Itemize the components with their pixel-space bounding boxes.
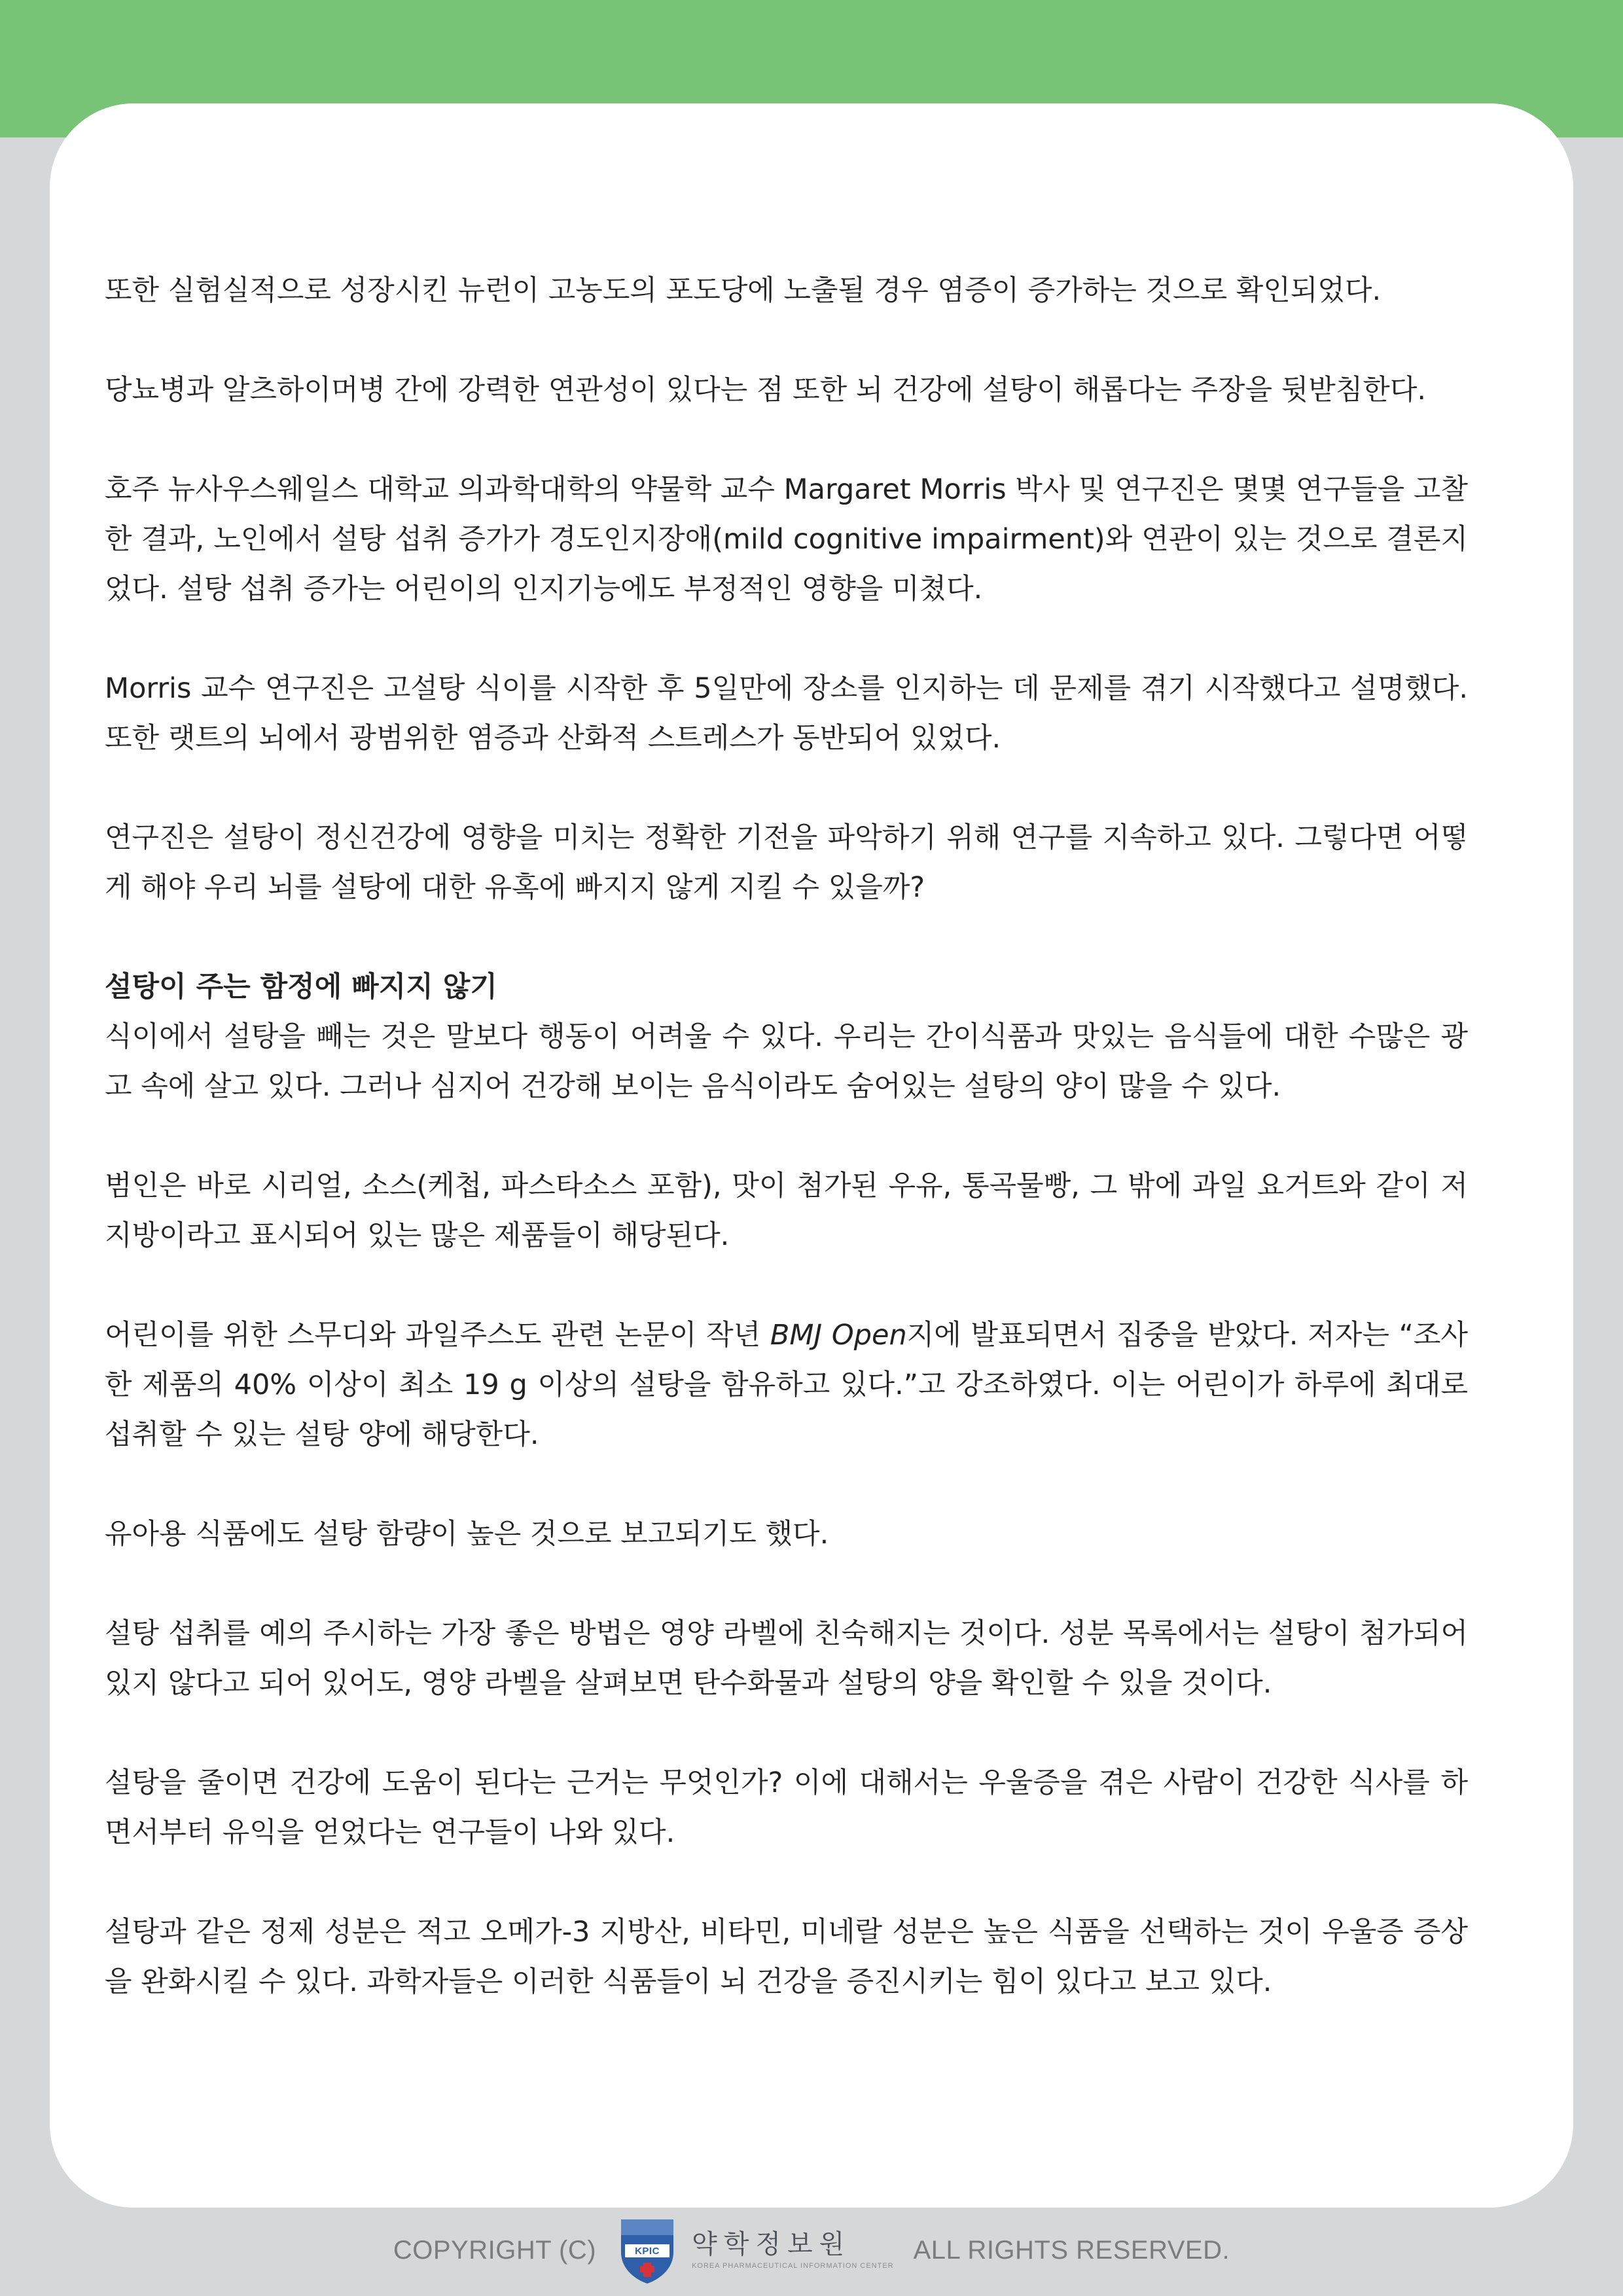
journal-name: BMJ Open	[770, 1319, 907, 1352]
logo-english: KOREA PHARMACEUTICAL INFORMATION CENTER	[692, 2262, 894, 2270]
paragraph: 설탕을 줄이면 건강에 도움이 된다는 근거는 무엇인가? 이에 대해서는 우울증을 겪은 사람이 건강한 식사를 하면서부터 유익을 얻었다는 연구들이 나와 있다.	[105, 1767, 1468, 1849]
article-body	[105, 266, 1468, 2007]
paragraph: 연구진은 설탕이 정신건강에 영향을 미치는 정확한 기전을 파악하기 위해 연구를 지속하고 있다. 그렇다면 어떻게 해야 우리 뇌를 설탕에 대한 유혹에 빠지지 않게 지킬 수 있을까?	[105, 821, 1468, 904]
logo-badge: KPIC	[635, 2246, 660, 2257]
logo-korean: 약학정보원	[692, 2229, 851, 2259]
section-heading: 설탕이 주는 함정에 빠지지 않기	[105, 971, 497, 1003]
paragraph: 호주 뉴사우스웨일스 대학교 의과학대학의 약물학 교수 Margaret Morris 박사 및 연구진은 몇몇 연구들을 고찰한 결과, 노인에서 설탕 섭취 증가가 경도인지장애(mild cognitive impairment)와 연관이 있는 것으로 결론지었다. 설탕 섭취 증가는 어린이의 인지기능에도 부정적인 영향을 미쳤다.	[105, 473, 1468, 605]
paragraph: 또한 실험실적으로 성장시킨 뉴런이 고농도의 포도당에 노출될 경우 염증이 증가하는 것으로 확인되었다.	[105, 274, 1382, 307]
copyright-text: COPYRIGHT (C)	[393, 2235, 597, 2265]
paragraph: 설탕 섭취를 예의 주시하는 가장 좋은 방법은 영양 라벨에 친숙해지는 것이다. 성분 목록에서는 설탕이 첨가되어 있지 않다고 되어 있어도, 영양 라벨을 살펴보면 탄수화물과 설탕의 양을 확인할 수 있을 것이다.	[105, 1617, 1468, 1700]
text-span: 어린이를 위한 스무디와 과일주스도 관련 논문이 작년	[105, 1319, 770, 1352]
paragraph: 유아용 식품에도 설탕 함량이 높은 것으로 보고되기도 했다.	[105, 1518, 829, 1551]
footer	[0, 2214, 1623, 2286]
paragraph: Morris 교수 연구진은 고설탕 식이를 시작한 후 5일만에 장소를 인지하는 데 문제를 겪기 시작했다고 설명했다. 또한 랫트의 뇌에서 광범위한 염증과 산화적 스트레스가 동반되어 있었다.	[105, 672, 1468, 755]
paragraph: 식이에서 설탕을 빼는 것은 말보다 행동이 어려울 수 있다. 우리는 간이식품과 맛있는 음식들에 대한 수많은 광고 속에 살고 있다. 그러나 심지어 건강해 보이는 음식이라도 숨어있는 설탕의 양이 많을 수 있다.	[105, 1020, 1468, 1103]
kpic-shield-icon	[616, 2215, 679, 2285]
paragraph: 당뇨병과 알츠하이머병 간에 강력한 연관성이 있다는 점 또한 뇌 건강에 설탕이 해롭다는 주장을 뒷받침한다.	[105, 374, 1427, 406]
text-span: 지에 발표되면서 집중을 받았다. 저자는 “조사한 제품의 40% 이상이 최소 19 g 이상의 설탕을 함유하고 있다.”고 강조하였다. 이는 어린이가 하루에 최대로 섭취할 수 있는 설탕 양에 해당한다.	[105, 1319, 1468, 1451]
rights-text: ALL RIGHTS RESERVED.	[913, 2235, 1230, 2265]
logo-text	[692, 2229, 894, 2272]
paragraph-bmj	[105, 1310, 1468, 1460]
paragraph: 범인은 바로 시리얼, 소스(케첩, 파스타소스 포함), 맛이 첨가된 우유, 통곡물빵, 그 밖에 과일 요거트와 같이 저지방이라고 표시되어 있는 많은 제품들이 해당된다.	[105, 1170, 1468, 1252]
paragraph: 설탕과 같은 정제 성분은 적고 오메가-3 지방산, 비타민, 미네랄 성분은 높은 식품을 선택하는 것이 우울증 증상을 완화시킬 수 있다. 과학자들은 이러한 식품들이 뇌 건강을 증진시키는 힘이 있다고 보고 있다.	[105, 1916, 1468, 1998]
kpic-logo	[616, 2215, 894, 2285]
